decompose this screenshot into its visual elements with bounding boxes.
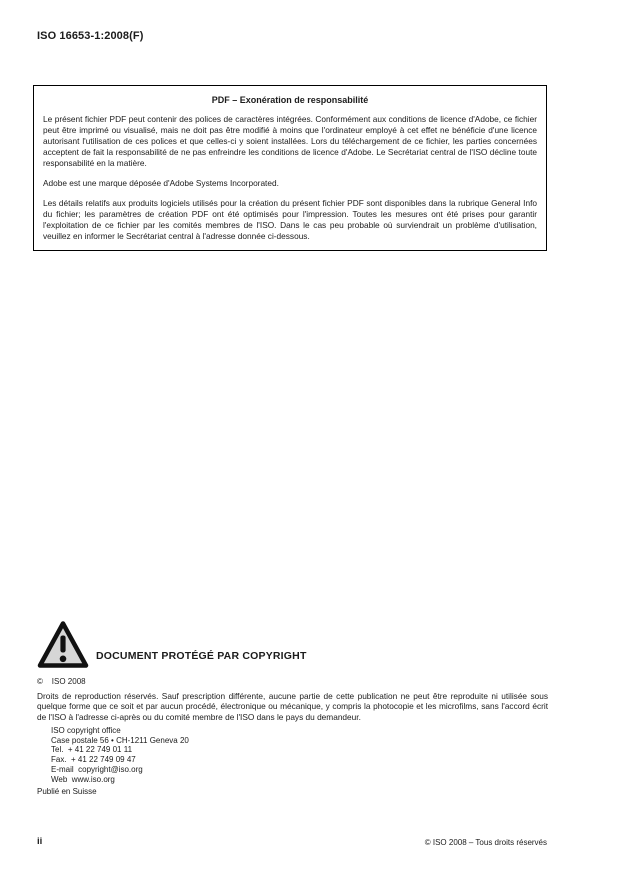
page-number: ii	[37, 836, 43, 847]
address-line-fax: Fax. + 41 22 749 09 47	[51, 755, 136, 765]
address-line-tel: Tel. + 41 22 749 01 11	[51, 745, 133, 755]
address-line-office: ISO copyright office	[51, 726, 121, 735]
address-line-postal: Case postale 56 • CH-1211 Geneva 20	[51, 735, 189, 745]
disclaimer-paragraph-1: Le présent fichier PDF peut contenir des polices de caractères intégrées. Conformément aux conditions de licence d'Adobe, ce fichier peut être imprimé ou visualisé, mais ne doit pas être modifié à moins que l'ordinateur employé à cet effet ne bénéficie d'une licence autorisant l'utilisation de ces polices et que celles-ci y soient installées. Lors du téléchargement de ce fichier, les parties concernées acceptent de fait la responsabilité de ne pas enfreindre les conditions de licence d'Adobe. Le Secrétariat central de l'ISO décline toute responsabilité en la matière.	[43, 114, 537, 168]
document-reference-code: ISO 16653-1:2008(F)	[37, 30, 144, 42]
address-line-web: Web www.iso.org	[51, 774, 115, 784]
copyright-year-notice: © ISO 2008	[37, 677, 86, 686]
copyright-protected-heading: DOCUMENT PROTÉGÉ PAR COPYRIGHT	[96, 650, 307, 662]
published-in-line: Publié en Suisse	[37, 787, 97, 796]
footer-copyright-line: © ISO 2008 – Tous droits réservés	[424, 838, 547, 847]
reproduction-rights-paragraph: Droits de reproduction réservés. Sauf prescription différente, aucune partie de cette publication ne peut être reproduite ni utilisée sous quelque forme que ce soit et par aucun procédé, électronique ou mécanique, y compris la photocopie et les microfilms, sans l'accord écrit de l'ISO à l'adresse ci-après ou du comité membre de l'ISO dans le pays du demandeur.	[37, 691, 548, 722]
warning-triangle-icon	[37, 620, 89, 669]
disclaimer-box-title: PDF – Exonération de responsabilité	[211, 95, 369, 105]
iso-address-block	[51, 726, 189, 784]
address-line-email: E-mail copyright@iso.org	[51, 764, 143, 774]
pdf-disclaimer-box	[33, 85, 547, 251]
disclaimer-paragraph-3: Les détails relatifs aux produits logiciels utilisés pour la création du présent fichier PDF sont disponibles dans la rubrique General Info du fichier; les paramètres de création PDF ont été optimisés pour l'impression. Toutes les mesures ont été prises pour garantir l'exploitation de ce fichier par les comités membres de l'ISO. Dans le cas peu probable où surviendrait un problème d'utilisation, veuillez en informer le Secrétariat central à l'adresse donnée ci-dessous.	[43, 198, 537, 241]
disclaimer-paragraph-2: Adobe est une marque déposée d'Adobe Systems Incorporated.	[43, 178, 279, 188]
